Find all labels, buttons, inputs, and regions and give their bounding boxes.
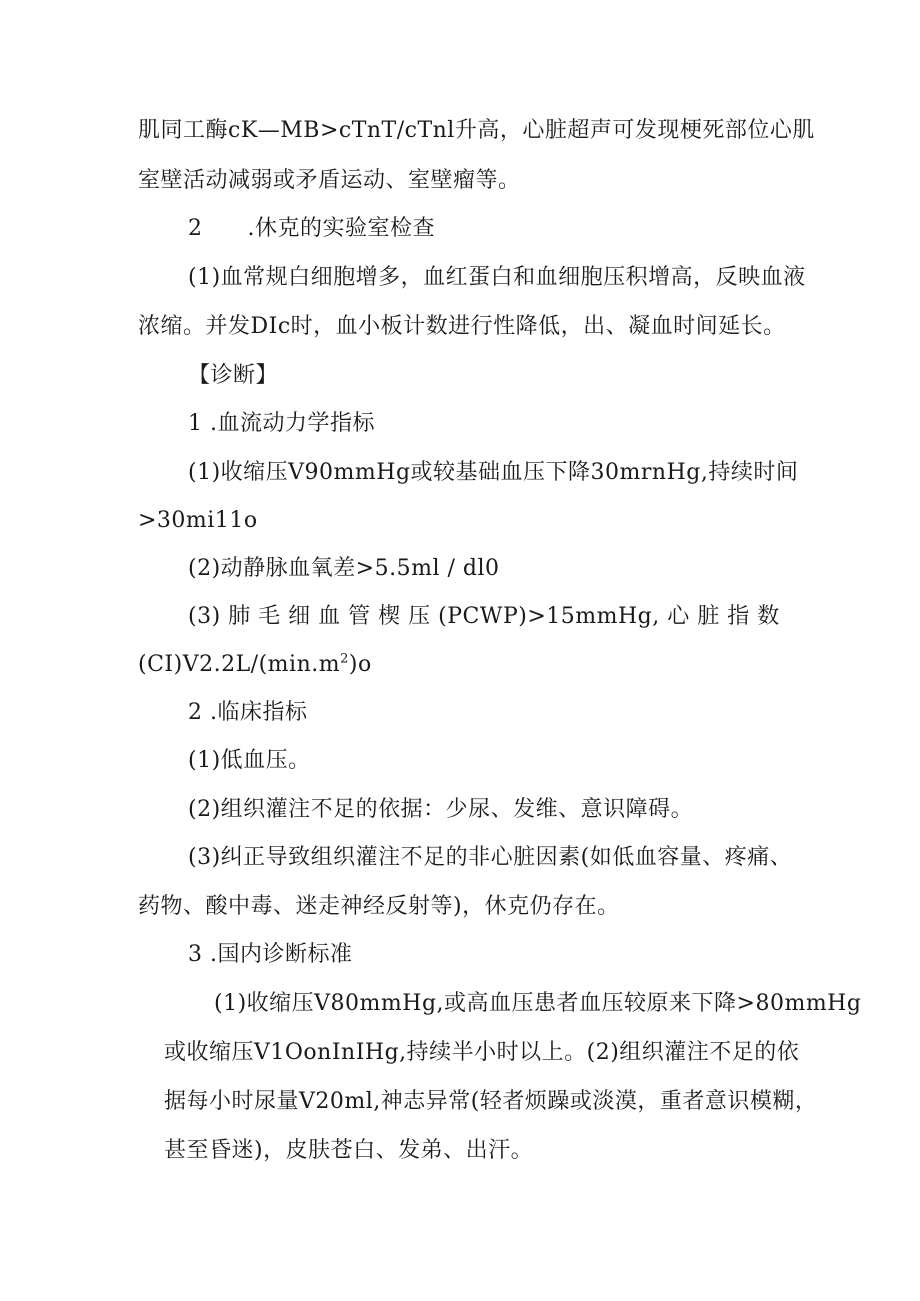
text-line-15: (2)组织灌注不足的依据：少尿、发维、意识障碍。 <box>188 797 694 822</box>
subheading-hemodynamic: 1 .血流动力学指标 <box>188 411 375 436</box>
superscript-2: 2 <box>340 651 349 667</box>
text-line-14: (1)低血压。 <box>188 748 311 773</box>
subheading-domestic-criteria: 3 .国内诊断标准 <box>188 942 353 967</box>
text-line-19: (1)收缩压V80mmHg,或高血压患者血压较原来下降>80mmHg <box>214 991 862 1016</box>
text-line-2: 室壁活动减弱或矛盾运动、室壁瘤等。 <box>138 168 521 193</box>
section-heading-lab-tests: 2 .休克的实验室检查 <box>188 216 435 241</box>
text-line-10: (2)动静脉血氧差>5.5ml / dl0 <box>188 556 500 581</box>
subheading-clinical: 2 .临床指标 <box>188 700 308 725</box>
text-line-16: (3)纠正导致组织灌注不足的非心脏因素(如低血容量、疼痛、 <box>188 845 793 870</box>
text-line-17: 药物、酸中毒、迷走神经反射等)，休克仍存在。 <box>138 894 620 919</box>
text-line-11: (3) 肺 毛 细 血 管 楔 压 (PCWP)>15mmHg, 心 脏 指 数 <box>188 604 780 629</box>
text-line-12-main: (CI)V2.2L/(min.m <box>138 652 341 677</box>
text-line-9: >30mi11o <box>138 508 258 533</box>
text-line-22: 甚至昏迷)，皮肤苍白、发弟、出汗。 <box>164 1138 534 1163</box>
text-line-12 <box>138 650 372 680</box>
text-line-21: 据每小时尿量V20ml,神志异常(轻者烦躁或淡漠，重者意识模糊， <box>164 1089 818 1114</box>
text-line-20: 或收缩压V1OonInIHg,持续半小时以上。(2)组织灌注不足的依 <box>164 1040 800 1065</box>
text-line-5: 浓缩。并发DIc时，血小板计数进行性降低，出、凝血时间延长。 <box>138 314 786 339</box>
text-line-12-end: )o <box>348 652 372 677</box>
section-heading-diagnosis: 【诊断】 <box>188 363 279 388</box>
text-line-4: (1)血常规白细胞增多，血红蛋白和血细胞压积增高，反映血液 <box>188 265 806 290</box>
text-line-1: 肌同工酶cK—MB>cTnT/cTnl升高，心脏超声可发现梗死部位心肌 <box>138 118 815 143</box>
text-line-8: (1)收缩压V90mmHg或较基础血压下降30mrnHg,持续时间 <box>188 460 799 485</box>
